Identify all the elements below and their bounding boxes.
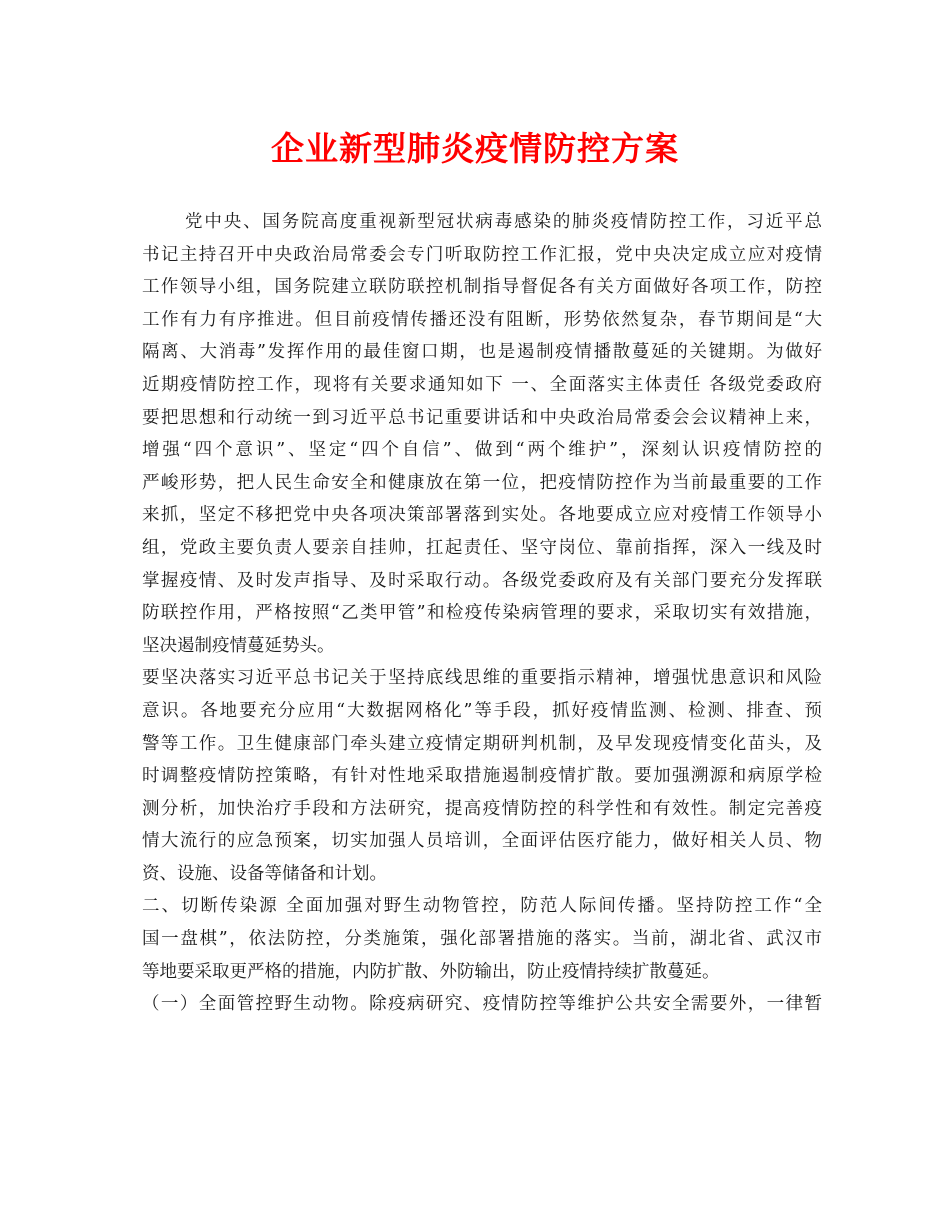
body-line: 情大流行的应急预案，切实加强人员培训，全面评估医疗能力，做好相关人员、物 [142, 831, 822, 852]
body-line: 坚决遏制疫情蔓延势头。 [142, 635, 335, 656]
body-line: 要把思想和行动统一到习近平总书记重要讲话和中央政治局常委会会议精神上来， [142, 407, 822, 428]
body-line: 书记主持召开中央政治局常委会专门听取防控工作汇报，党中央决定成立应对疫情 [142, 244, 822, 265]
body-line: 资、设施、设备等储备和计划。 [142, 863, 387, 884]
body-line: 来抓，坚定不移把党中央各项决策部署落到实处。各地要成立应对疫情工作领导小 [142, 505, 822, 526]
body-line: 时调整疫情防控策略，有针对性地采取措施遏制疫情扩散。要加强溯源和病原学检 [142, 766, 822, 787]
body-line: 警等工作。卫生健康部门牵头建立疫情定期研判机制，及早发现疫情变化苗头，及 [142, 733, 822, 754]
body-line: 防联控作用，严格按照“乙类甲管”和检疫传染病管理的要求，采取切实有效措施， [142, 603, 822, 624]
body-line: （一）全面管控野生动物。除疫病研究、疫情防控等维护公共安全需要外，一律暂 [142, 994, 822, 1015]
document-body [142, 206, 822, 1021]
body-line: 增强“四个意识”、坚定“四个自信”、做到“两个维护”，深刻认识疫情防控的 [142, 440, 822, 461]
document-title: 企业新型肺炎疫情防控方案 [271, 129, 679, 168]
body-line: 掌握疫情、及时发声指导、及时采取行动。各级党委政府及有关部门要充分发挥联 [142, 570, 822, 591]
body-line: 隔离、大消毒”发挥作用的最佳窗口期，也是遏制疫情播散蔓延的关键期。为做好 [142, 342, 822, 363]
body-line: 近期疫情防控工作，现将有关要求通知如下 一、全面落实主体责任 各级党委政府 [142, 374, 822, 395]
body-line: 二、切断传染源 全面加强对野生动物管控，防范人际间传播。坚持防控工作“全 [142, 896, 822, 917]
body-line: 组，党政主要负责人要亲自挂帅，扛起责任、坚守岗位、靠前指挥，深入一线及时 [142, 537, 822, 558]
body-line: 要坚决落实习近平总书记关于坚持底线思维的重要指示精神，增强忧患意识和风险 [142, 668, 822, 689]
body-line: 等地要采取更严格的措施，内防扩散、外防输出，防止疫情持续扩散蔓延。 [142, 961, 720, 982]
body-line: 工作领导小组，国务院建立联防联控机制指导督促各有关方面做好各项工作，防控 [142, 277, 822, 298]
body-line: 党中央、国务院高度重视新型冠状病毒感染的肺炎疫情防控工作，习近平总 [185, 212, 822, 232]
body-line: 严峻形势，把人民生命安全和健康放在第一位，把疫情防控作为当前最重要的工作 [142, 472, 822, 493]
body-line: 意识。各地要充分应用“大数据网格化”等手段，抓好疫情监测、检测、排查、预 [142, 700, 822, 721]
body-line: 测分析，加快治疗手段和方法研究，提高疫情防控的科学性和有效性。制定完善疫 [142, 798, 822, 819]
body-line: 工作有力有序推进。但目前疫情传播还没有阻断，形势依然复杂，春节期间是“大 [142, 309, 822, 330]
body-line: 国一盘棋”，依法防控，分类施策，强化部署措施的落实。当前，湖北省、武汉市 [142, 929, 822, 950]
